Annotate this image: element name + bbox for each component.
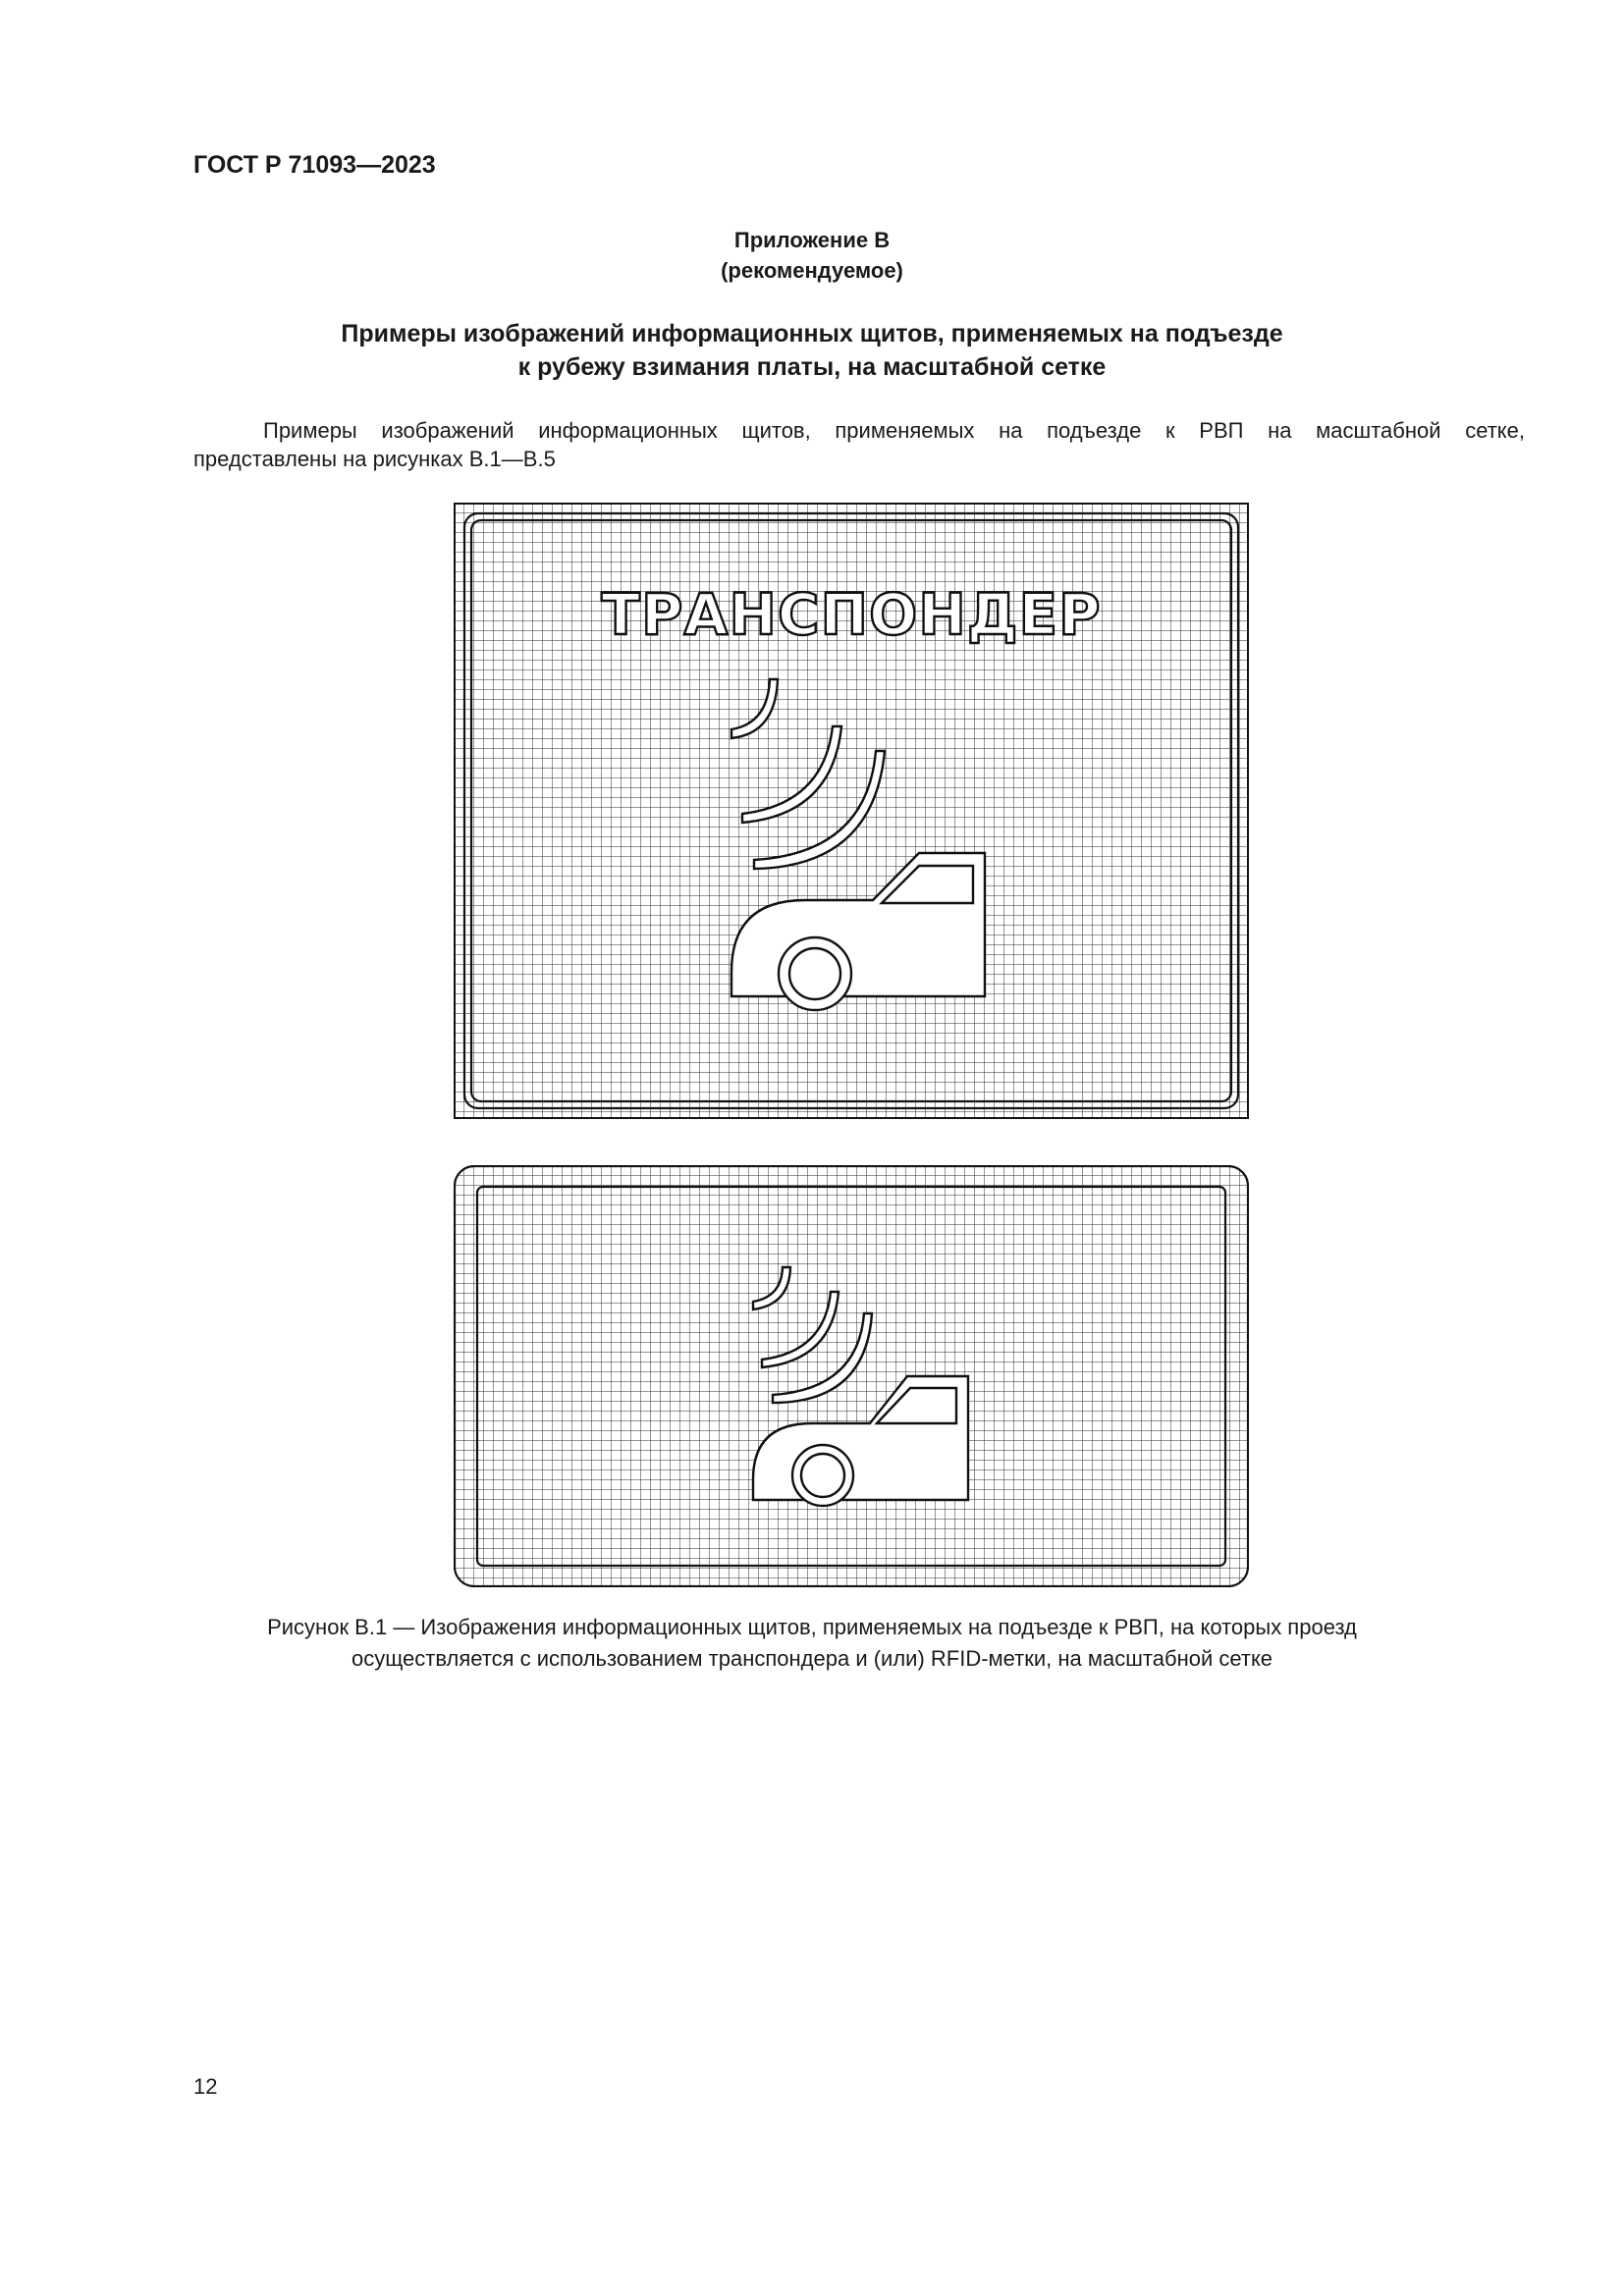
intro-paragraph-line-1: Примеры изображений информационных щитов, применяемых на подъезде к РВП на масштабной сетке, [263, 418, 1525, 443]
intro-paragraph-line-2: представлены на рисунках В.1—В.5 [193, 447, 556, 471]
scale-grid [455, 1166, 1248, 1586]
appendix-title-line-2: к рубежу взимания платы, на масштабной сетке [517, 353, 1107, 381]
figure-caption-line-1: Рисунок В.1 — Изображения информационных щитов, применяемых на подъезде к РВП, на которых проезд [267, 1615, 1357, 1639]
page-number: 12 [193, 2074, 218, 2099]
sign-transponder-label: ТРАНСПОНДЕР [601, 581, 1102, 648]
appendix-name: Приложение В [733, 228, 891, 252]
sign-transponder-with-text [454, 503, 1249, 1119]
appendix-status: (рекомендуемое) [721, 258, 903, 283]
standard-designation: ГОСТ Р 71093—2023 [193, 151, 436, 179]
sign-transponder-without-text [454, 1165, 1249, 1587]
appendix-title-line-1: Примеры изображений информационных щитов, применяемых на подъезде [341, 320, 1283, 347]
figure-caption-line-2: осуществляется с использованием транспондера и (или) RFID-метки, на масштабной сетке [351, 1646, 1273, 1671]
